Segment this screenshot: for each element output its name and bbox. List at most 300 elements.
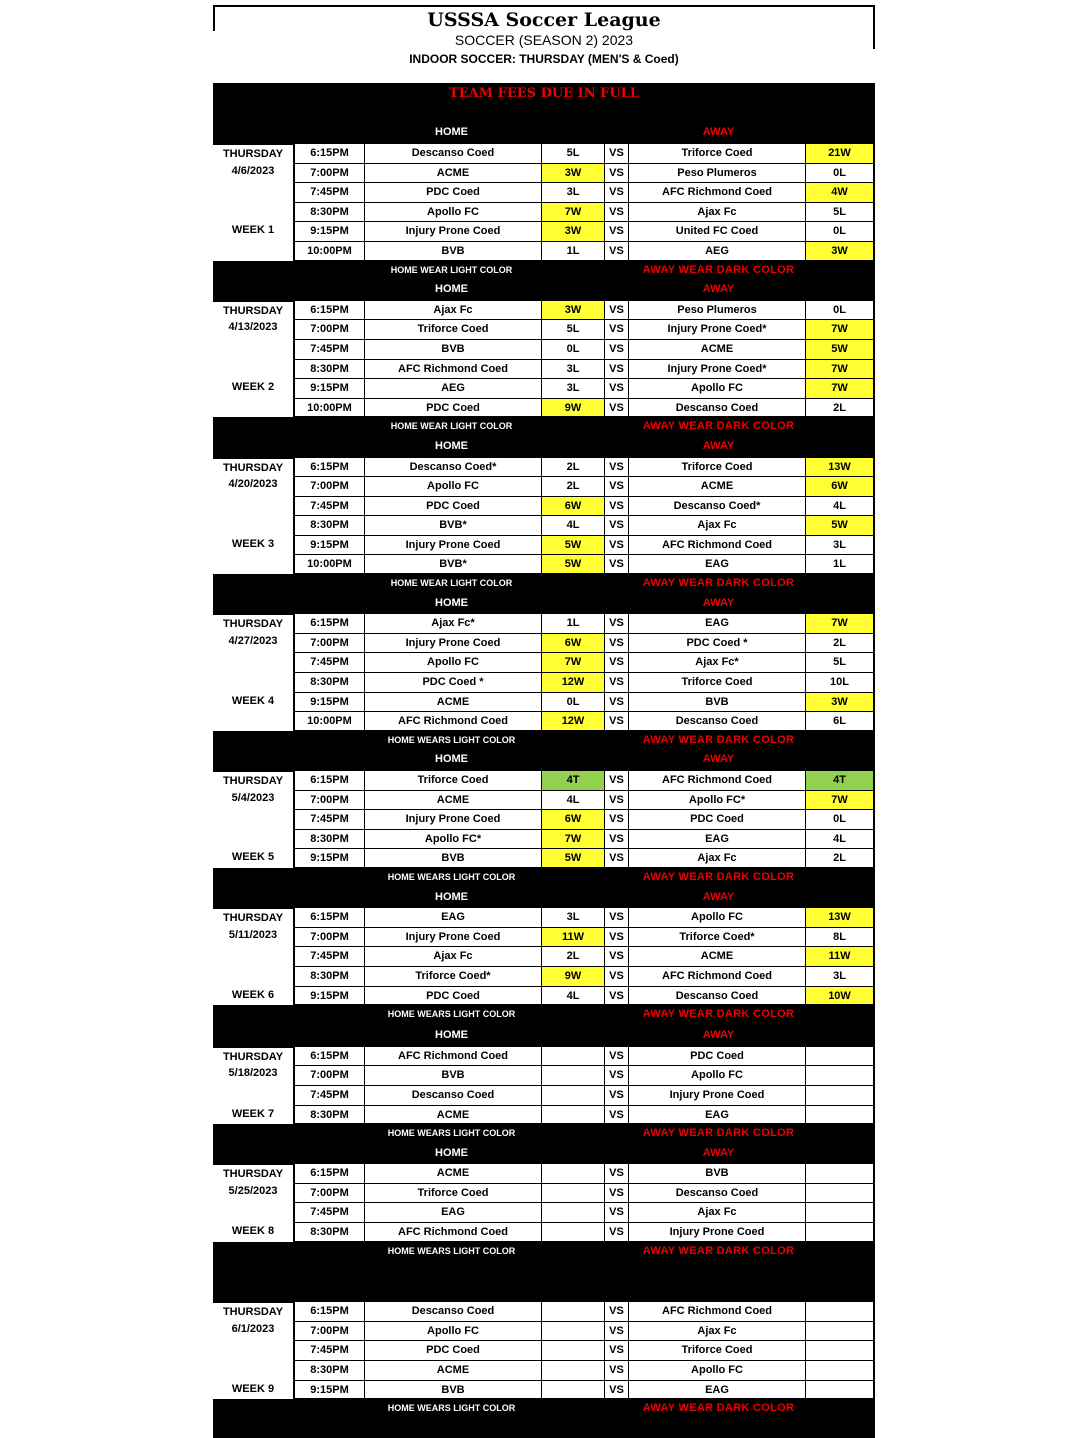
game-row	[295, 946, 875, 966]
week-number-label: WEEK 9	[231, 1382, 275, 1395]
versus-label: VS	[605, 1203, 629, 1222]
versus-label: VS	[605, 947, 629, 966]
home-team: Triforce Coed*	[365, 967, 542, 986]
home-team: ACME	[365, 164, 542, 183]
game-row	[295, 692, 875, 712]
versus-label: VS	[605, 1047, 629, 1066]
away-team: EAG	[629, 830, 806, 849]
game-date-label: 5/11/2023	[228, 928, 278, 941]
games-list	[295, 1163, 875, 1241]
game-date-label: 6/1/2023	[231, 1322, 275, 1335]
home-team: Injury Prone Coed	[365, 536, 542, 555]
away-score: 21W	[806, 144, 875, 163]
versus-label: VS	[605, 1164, 629, 1183]
away-score	[806, 1341, 875, 1360]
away-score: 7W	[806, 320, 875, 339]
home-score	[542, 1066, 605, 1085]
away-wear-note: AWAY WEAR DARK COLOR	[642, 1402, 795, 1415]
home-team: Ajax Fc	[365, 947, 542, 966]
versus-label: VS	[605, 222, 629, 241]
game-time: 8:30PM	[295, 1223, 365, 1241]
home-score: 3W	[542, 222, 605, 241]
week-number-label: WEEK 4	[231, 694, 275, 707]
home-away-label-bar	[213, 280, 875, 300]
week-block	[213, 1163, 875, 1241]
game-time: 8:30PM	[295, 1106, 365, 1124]
game-row	[295, 1105, 875, 1125]
away-team: Descanso Coed	[629, 712, 806, 730]
week-block	[213, 143, 875, 261]
game-row	[295, 652, 875, 672]
versus-label: VS	[605, 634, 629, 653]
game-time: 7:00PM	[295, 164, 365, 183]
home-away-label-bar	[213, 105, 875, 143]
away-team: Apollo FC*	[629, 791, 806, 810]
game-time: 6:15PM	[295, 771, 365, 790]
game-time: 7:45PM	[295, 183, 365, 202]
versus-label: VS	[605, 830, 629, 849]
week-number-label: WEEK 6	[231, 988, 275, 1001]
home-score: 7W	[542, 830, 605, 849]
away-team: AFC Richmond Coed	[629, 1302, 806, 1321]
home-wear-note: HOME WEARS LIGHT COLOR	[387, 1245, 516, 1256]
home-team: AFC Richmond Coed	[365, 360, 542, 379]
away-team: Triforce Coed	[629, 1341, 806, 1360]
game-time: 7:00PM	[295, 791, 365, 810]
week-number-label: WEEK 2	[231, 381, 275, 394]
home-wear-note: HOME WEARS LIGHT COLOR	[387, 1403, 516, 1414]
home-score: 4L	[542, 791, 605, 810]
home-team: Ajax Fc	[365, 301, 542, 320]
away-team: Triforce Coed*	[629, 928, 806, 947]
away-team: EAG	[629, 1106, 806, 1124]
home-team: PDC Coed	[365, 399, 542, 417]
versus-label: VS	[605, 203, 629, 222]
home-column-label: HOME	[435, 1146, 468, 1159]
away-team: ACME	[629, 477, 806, 496]
home-team: Injury Prone Coed	[365, 810, 542, 829]
away-team: Ajax Fc*	[629, 653, 806, 672]
game-time: 6:15PM	[295, 301, 365, 320]
week-block	[213, 613, 875, 731]
home-team: AFC Richmond Coed	[365, 712, 542, 730]
home-score	[542, 1302, 605, 1321]
game-row	[295, 359, 875, 379]
home-score: 12W	[542, 673, 605, 692]
away-wear-note: AWAY WEAR DARK COLOR	[642, 870, 795, 883]
home-score	[542, 1381, 605, 1399]
away-team: Ajax Fc	[629, 516, 806, 535]
game-time: 7:45PM	[295, 1086, 365, 1105]
home-away-label-bar	[213, 750, 875, 770]
game-row	[295, 1340, 875, 1360]
uniform-color-bar	[213, 417, 875, 437]
home-score: 5L	[542, 320, 605, 339]
uniform-color-bar	[213, 261, 875, 281]
away-score: 8L	[806, 928, 875, 947]
home-team: BVB*	[365, 516, 542, 535]
home-team: BVB	[365, 340, 542, 359]
versus-label: VS	[605, 693, 629, 712]
home-team: Injury Prone Coed	[365, 928, 542, 947]
home-score: 1L	[542, 242, 605, 260]
away-score: 3W	[806, 242, 875, 260]
versus-label: VS	[605, 810, 629, 829]
home-team: ACME	[365, 791, 542, 810]
fees-banner	[213, 83, 875, 105]
game-day-label: THURSDAY	[213, 143, 293, 165]
week-date-column	[213, 143, 295, 261]
game-row	[295, 1301, 875, 1321]
game-time: 10:00PM	[295, 242, 365, 260]
game-day-label: THURSDAY	[213, 1046, 293, 1068]
home-column-label: HOME	[435, 1029, 468, 1042]
game-day-label: THURSDAY	[213, 300, 293, 322]
game-row	[295, 790, 875, 810]
away-column-label: AWAY	[702, 753, 735, 766]
game-row	[295, 1321, 875, 1341]
game-time: 6:15PM	[295, 1047, 365, 1066]
fees-banner-text: TEAM FEES DUE IN FULL	[449, 86, 639, 101]
away-score	[806, 1047, 875, 1066]
home-score	[542, 1361, 605, 1380]
away-wear-note: AWAY WEAR DARK COLOR	[642, 420, 795, 433]
versus-label: VS	[605, 301, 629, 320]
game-row	[295, 202, 875, 222]
home-team: EAG	[365, 908, 542, 927]
away-team: Triforce Coed	[629, 144, 806, 163]
versus-label: VS	[605, 849, 629, 867]
away-score: 7W	[806, 614, 875, 633]
versus-label: VS	[605, 536, 629, 555]
week-number-label: WEEK 3	[231, 537, 275, 550]
away-score	[806, 1381, 875, 1399]
game-date-label: 5/25/2023	[228, 1184, 278, 1197]
week-date-column	[213, 1163, 295, 1241]
game-time: 7:45PM	[295, 810, 365, 829]
home-score: 2L	[542, 477, 605, 496]
home-score: 6W	[542, 634, 605, 653]
game-time: 8:30PM	[295, 673, 365, 692]
game-time: 7:45PM	[295, 1203, 365, 1222]
away-team: PDC Coed	[629, 1047, 806, 1066]
away-team: PDC Coed *	[629, 634, 806, 653]
away-score: 3L	[806, 967, 875, 986]
versus-label: VS	[605, 360, 629, 379]
versus-label: VS	[605, 1361, 629, 1380]
away-score: 4T	[806, 771, 875, 790]
game-time: 7:45PM	[295, 947, 365, 966]
home-team: Apollo FC	[365, 1322, 542, 1341]
away-score	[806, 1164, 875, 1183]
home-team: BVB*	[365, 555, 542, 573]
game-time: 10:00PM	[295, 555, 365, 573]
home-score: 7W	[542, 653, 605, 672]
game-day-label: THURSDAY	[213, 457, 293, 479]
away-team: Injury Prone Coed*	[629, 320, 806, 339]
game-row	[295, 182, 875, 202]
game-day-label: THURSDAY	[213, 907, 293, 929]
away-score: 7W	[806, 791, 875, 810]
home-score	[542, 1322, 605, 1341]
week-block	[213, 1046, 875, 1124]
home-team: ACME	[365, 1361, 542, 1380]
week-date-column	[213, 907, 295, 1005]
versus-label: VS	[605, 791, 629, 810]
away-score	[806, 1203, 875, 1222]
game-date-label: 5/4/2023	[231, 791, 275, 804]
away-score: 7W	[806, 379, 875, 398]
games-list	[295, 613, 875, 731]
away-score: 3L	[806, 536, 875, 555]
home-team: Descanso Coed	[365, 144, 542, 163]
home-column-label: HOME	[435, 753, 468, 766]
away-score: 7W	[806, 360, 875, 379]
home-score: 5W	[542, 555, 605, 573]
game-row	[295, 986, 875, 1006]
away-team: Ajax Fc	[629, 849, 806, 867]
game-time: 10:00PM	[295, 399, 365, 417]
home-team: ACME	[365, 1106, 542, 1124]
home-wear-note: HOME WEAR LIGHT COLOR	[390, 264, 513, 275]
home-away-label-bar	[213, 437, 875, 457]
versus-label: VS	[605, 967, 629, 986]
home-score	[542, 1047, 605, 1066]
away-team: Ajax Fc	[629, 203, 806, 222]
game-row	[295, 1360, 875, 1380]
versus-label: VS	[605, 1302, 629, 1321]
game-row	[295, 1085, 875, 1105]
versus-label: VS	[605, 1322, 629, 1341]
away-team: ACME	[629, 947, 806, 966]
away-score: 0L	[806, 810, 875, 829]
home-score: 4L	[542, 987, 605, 1005]
game-row	[295, 809, 875, 829]
game-time: 7:00PM	[295, 320, 365, 339]
game-time: 8:30PM	[295, 516, 365, 535]
games-list	[295, 143, 875, 261]
schedule-table	[213, 83, 875, 1438]
game-row	[295, 1202, 875, 1222]
game-row	[295, 398, 875, 418]
away-wear-note: AWAY WEAR DARK COLOR	[642, 733, 795, 746]
away-team: EAG	[629, 1381, 806, 1399]
week-number-label: WEEK 7	[231, 1107, 275, 1120]
game-time: 7:00PM	[295, 1184, 365, 1203]
away-score: 11W	[806, 947, 875, 966]
away-team: Ajax Fc	[629, 1203, 806, 1222]
home-score: 12W	[542, 712, 605, 730]
away-team: Descanso Coed	[629, 1184, 806, 1203]
away-team: Descanso Coed	[629, 399, 806, 417]
away-score	[806, 1066, 875, 1085]
away-score	[806, 1106, 875, 1124]
home-team: BVB	[365, 1381, 542, 1399]
away-column-label: AWAY	[702, 283, 735, 296]
away-column-label: AWAY	[702, 1146, 735, 1159]
away-score: 2L	[806, 634, 875, 653]
home-team: AFC Richmond Coed	[365, 1223, 542, 1241]
home-team: Injury Prone Coed	[365, 634, 542, 653]
away-wear-note: AWAY WEAR DARK COLOR	[642, 1008, 795, 1021]
away-team: Apollo FC	[629, 1066, 806, 1085]
home-away-label-bar	[213, 594, 875, 614]
game-row	[295, 672, 875, 692]
away-team: AFC Richmond Coed	[629, 536, 806, 555]
game-time: 6:15PM	[295, 458, 365, 477]
game-row	[295, 476, 875, 496]
game-time: 8:30PM	[295, 360, 365, 379]
game-time: 6:15PM	[295, 614, 365, 633]
game-row	[295, 1065, 875, 1085]
versus-label: VS	[605, 928, 629, 947]
league-title: USSSA Soccer League	[427, 9, 661, 31]
home-wear-note: HOME WEAR LIGHT COLOR	[390, 578, 513, 589]
game-time: 8:30PM	[295, 203, 365, 222]
home-score: 7W	[542, 203, 605, 222]
away-team: AEG	[629, 242, 806, 260]
game-row	[295, 829, 875, 849]
game-time: 6:15PM	[295, 1164, 365, 1183]
games-list	[295, 300, 875, 418]
away-score	[806, 1223, 875, 1241]
games-list	[295, 907, 875, 1005]
away-score: 1L	[806, 555, 875, 573]
game-time: 9:15PM	[295, 222, 365, 241]
game-date-label: 4/27/2023	[228, 634, 278, 647]
away-team: Peso Plumeros	[629, 164, 806, 183]
home-team: PDC Coed	[365, 183, 542, 202]
home-score: 6W	[542, 810, 605, 829]
away-score: 4L	[806, 830, 875, 849]
game-time: 9:15PM	[295, 536, 365, 555]
game-day-label: THURSDAY	[213, 1163, 293, 1185]
home-away-label-bar	[213, 888, 875, 908]
away-score: 10W	[806, 987, 875, 1005]
game-row	[295, 848, 875, 868]
versus-label: VS	[605, 1223, 629, 1241]
home-team: AFC Richmond Coed	[365, 1047, 542, 1066]
away-score	[806, 1184, 875, 1203]
away-score: 0L	[806, 301, 875, 320]
away-team: Injury Prone Coed	[629, 1223, 806, 1241]
game-row	[295, 770, 875, 790]
home-score	[542, 1184, 605, 1203]
game-row	[295, 163, 875, 183]
game-day-label: THURSDAY	[213, 1301, 293, 1323]
home-column-label: HOME	[435, 596, 468, 609]
home-score	[542, 1223, 605, 1241]
away-score: 10L	[806, 673, 875, 692]
away-team: BVB	[629, 1164, 806, 1183]
game-date-label: 4/6/2023	[231, 164, 275, 177]
home-team: Triforce Coed	[365, 320, 542, 339]
uniform-color-bar	[213, 574, 875, 594]
home-score: 3W	[542, 164, 605, 183]
away-score: 5W	[806, 516, 875, 535]
home-score: 3L	[542, 379, 605, 398]
away-score	[806, 1302, 875, 1321]
away-team: Injury Prone Coed	[629, 1086, 806, 1105]
game-row	[295, 339, 875, 359]
game-time: 7:00PM	[295, 928, 365, 947]
game-row	[295, 1163, 875, 1183]
away-score: 5W	[806, 340, 875, 359]
away-score: 4L	[806, 497, 875, 516]
home-score: 5W	[542, 849, 605, 867]
away-team: Apollo FC	[629, 379, 806, 398]
versus-label: VS	[605, 379, 629, 398]
versus-label: VS	[605, 340, 629, 359]
away-column-label: AWAY	[702, 126, 735, 139]
season-subtitle: SOCCER (SEASON 2) 2023	[454, 32, 634, 48]
versus-label: VS	[605, 477, 629, 496]
home-team: BVB	[365, 849, 542, 867]
week-date-column	[213, 770, 295, 868]
home-team: BVB	[365, 242, 542, 260]
away-team: BVB	[629, 693, 806, 712]
home-wear-note: HOME WEAR LIGHT COLOR	[390, 421, 513, 432]
week-date-column	[213, 300, 295, 418]
week-date-column	[213, 1046, 295, 1124]
footer-black-bar	[213, 1419, 875, 1438]
away-score: 13W	[806, 458, 875, 477]
away-column-label: AWAY	[702, 596, 735, 609]
game-row	[295, 300, 875, 320]
uniform-color-bar	[213, 1005, 875, 1025]
game-time: 6:15PM	[295, 144, 365, 163]
home-team: Descanso Coed	[365, 1086, 542, 1105]
game-row	[295, 378, 875, 398]
versus-label: VS	[605, 712, 629, 730]
game-time: 7:45PM	[295, 1341, 365, 1360]
home-score: 11W	[542, 928, 605, 947]
home-score: 3L	[542, 183, 605, 202]
home-wear-note: HOME WEARS LIGHT COLOR	[387, 1009, 516, 1020]
home-team: Apollo FC*	[365, 830, 542, 849]
game-row	[295, 554, 875, 574]
away-team: Ajax Fc	[629, 1322, 806, 1341]
home-away-label-bar	[213, 1144, 875, 1164]
game-row	[295, 241, 875, 261]
game-row	[295, 927, 875, 947]
games-list	[295, 457, 875, 575]
home-column-label: HOME	[435, 126, 468, 139]
game-row	[295, 613, 875, 633]
versus-label: VS	[605, 987, 629, 1005]
versus-label: VS	[605, 320, 629, 339]
game-row	[295, 515, 875, 535]
away-team: Injury Prone Coed*	[629, 360, 806, 379]
game-time: 6:15PM	[295, 1302, 365, 1321]
game-time: 7:45PM	[295, 340, 365, 359]
away-column-label: AWAY	[702, 890, 735, 903]
game-time: 7:45PM	[295, 653, 365, 672]
away-score: 3W	[806, 693, 875, 712]
game-time: 8:30PM	[295, 967, 365, 986]
away-team: Descanso Coed	[629, 987, 806, 1005]
game-time: 9:15PM	[295, 849, 365, 867]
away-score	[806, 1322, 875, 1341]
away-team: Apollo FC	[629, 1361, 806, 1380]
week-block	[213, 1301, 875, 1399]
versus-label: VS	[605, 497, 629, 516]
game-date-label: 5/18/2023	[228, 1067, 278, 1080]
home-score: 0L	[542, 693, 605, 712]
uniform-color-bar	[213, 1124, 875, 1144]
home-away-label-bar	[213, 1261, 875, 1301]
uniform-color-bar	[213, 1399, 875, 1419]
